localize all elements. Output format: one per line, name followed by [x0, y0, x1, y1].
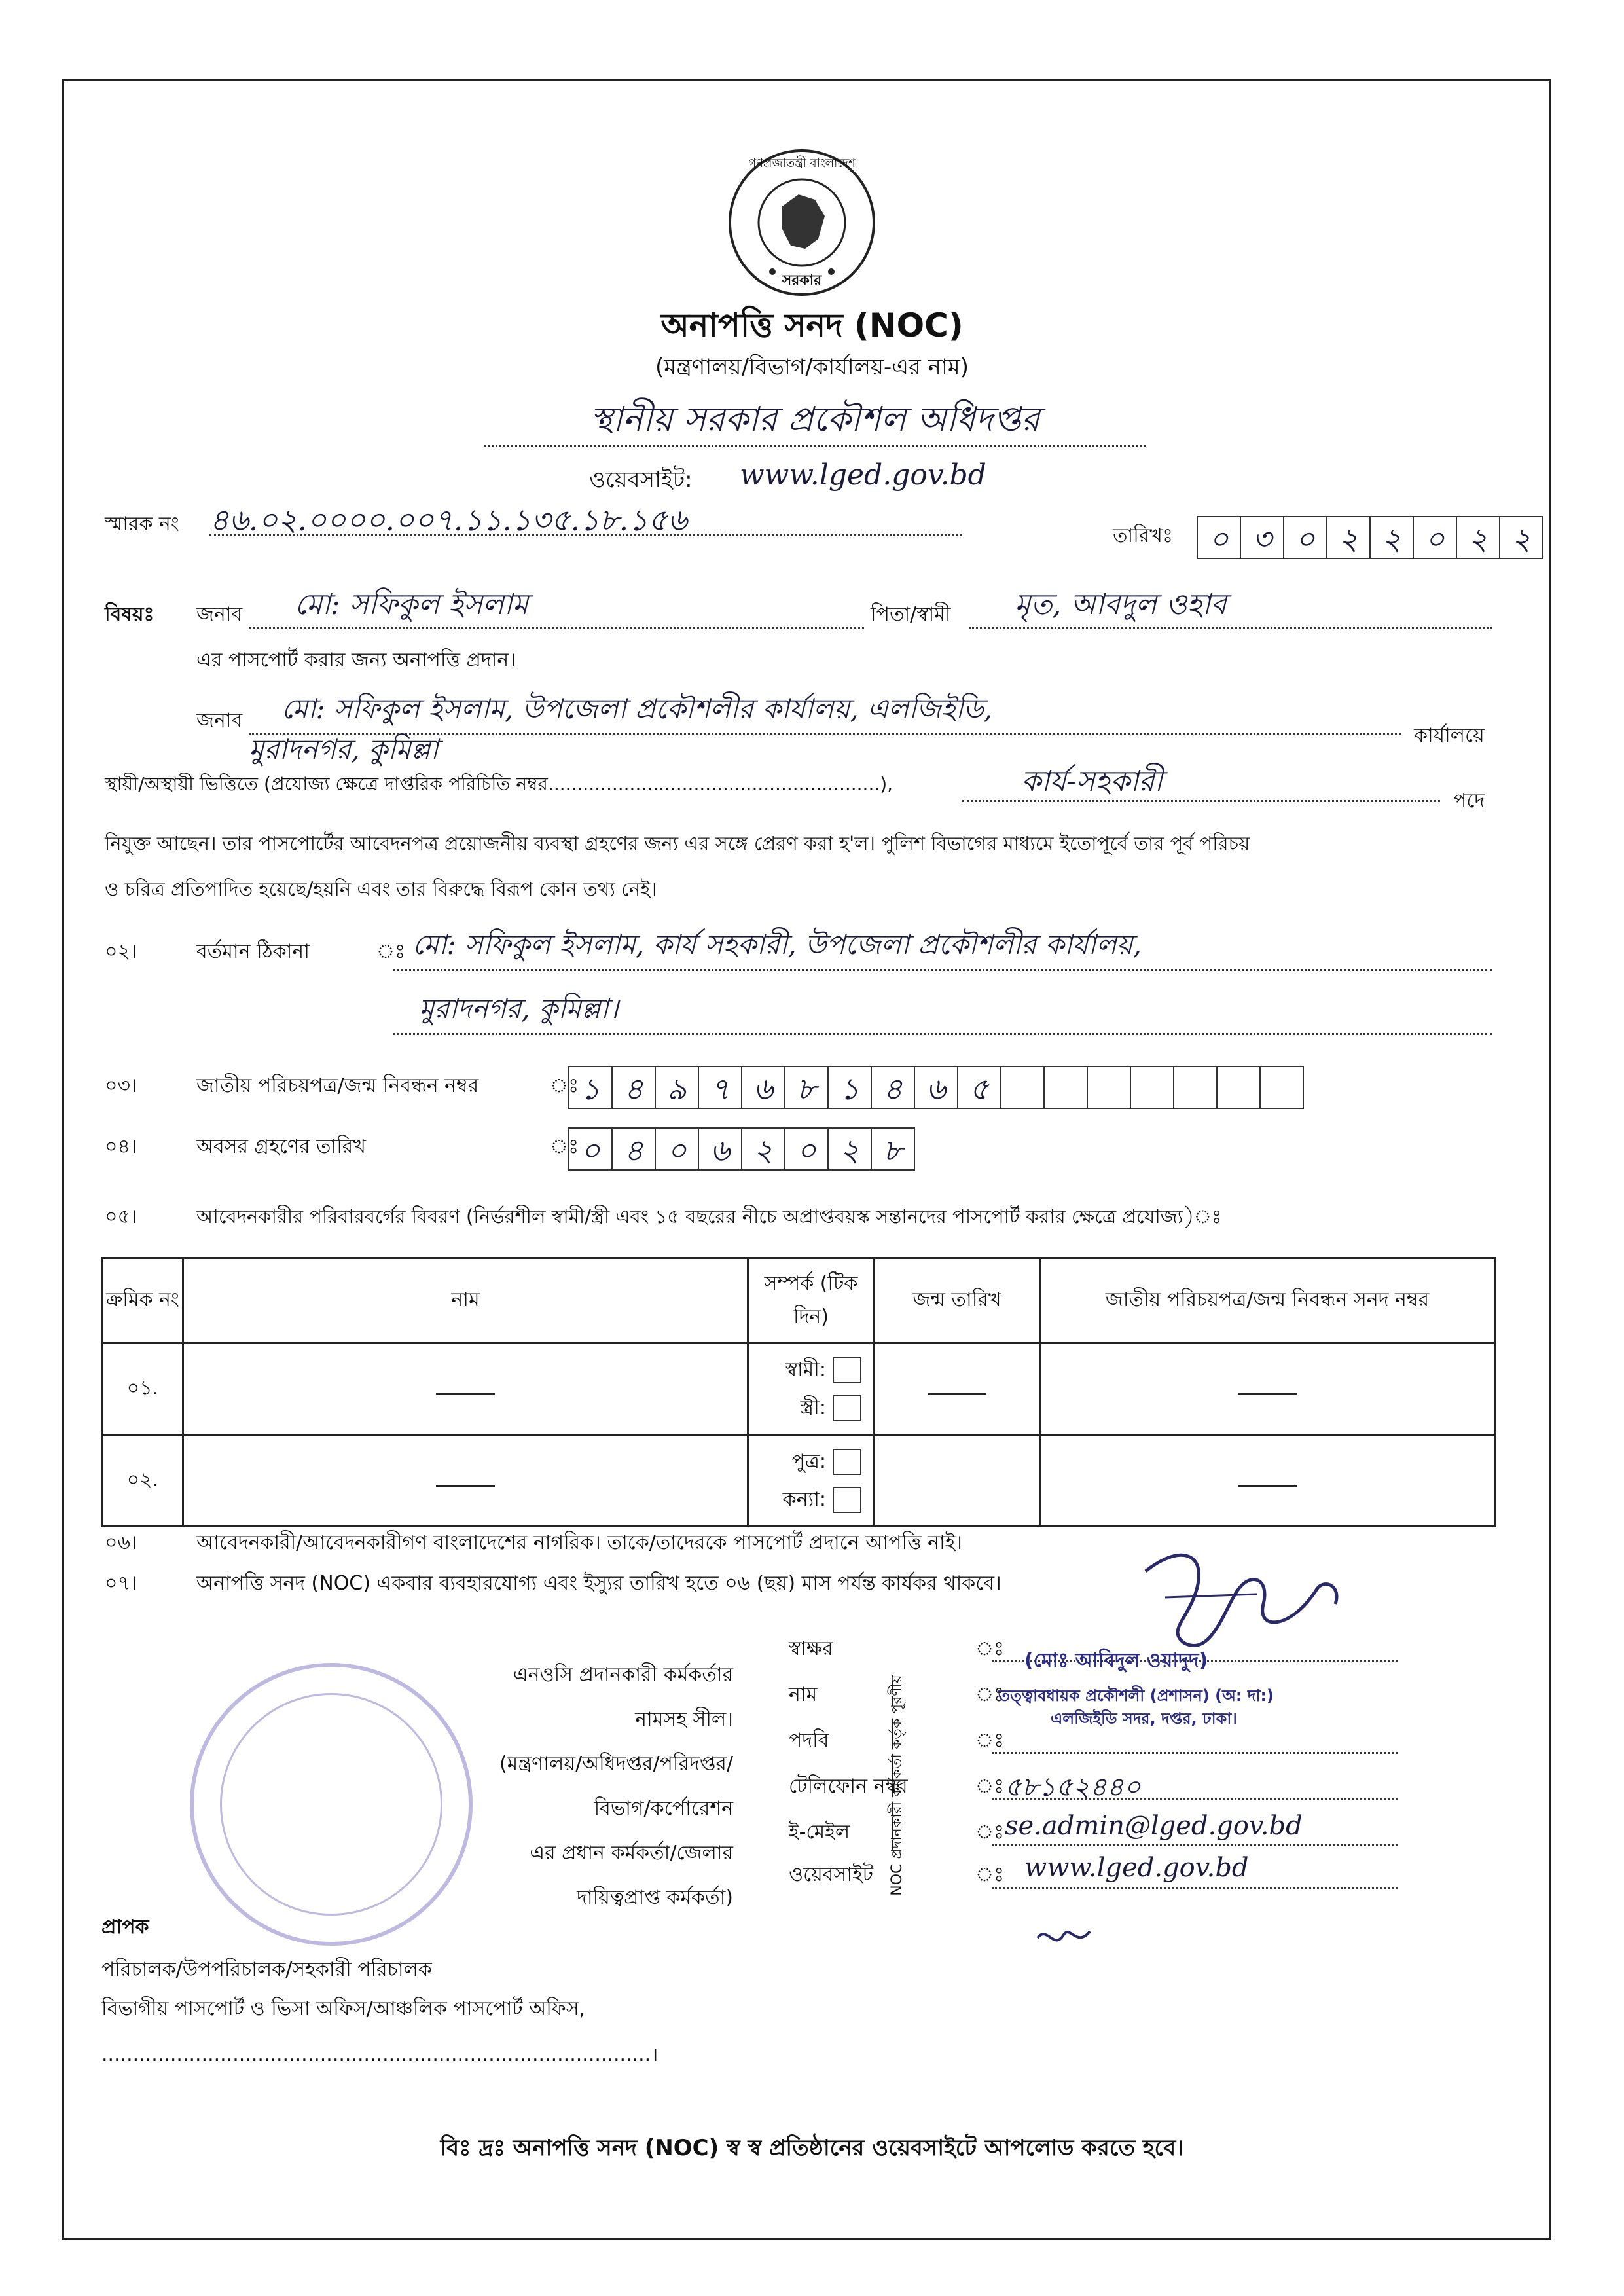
item-04-label: অবসর গ্রহণের তারিখ — [196, 1135, 366, 1158]
subject-mr-label: জনাব — [196, 603, 243, 626]
field-name-label: নাম — [789, 1683, 818, 1706]
retirement-digit-box: ০ — [784, 1127, 829, 1171]
nid-digit-box — [1043, 1066, 1088, 1109]
item-02-label: বর্তমান ঠিকানা — [196, 940, 310, 963]
signatory-description — [406, 1653, 733, 1920]
nid-digit-box: ৪ — [611, 1066, 656, 1109]
memo-label: স্মারক নং — [105, 513, 179, 536]
relation-wife-label: স্ত্রী: — [800, 1396, 826, 1419]
family-table — [101, 1257, 1496, 1527]
office-name-line — [484, 445, 1146, 447]
body-paragraph-1: নিযুক্ত আছেন। তার পাসপোর্টের আবেদনপত্র প্রয়োজনীয় ব্যবস্থা গ্রহণের জন্য এর সঙ্গে প্রেরণ করা হ'ল। পুলিশ বিভাগের মাধ্যমে ইতোপূর্বে তার পূর্ব পরিচয় — [105, 832, 1250, 854]
body-paragraph-2: ও চরিত্র প্রতিপাদিত হয়েছে/হয়নি এবং তার বিরুদ্ধে বিরূপ কোন তথ্য নেই। — [105, 878, 657, 900]
nid-digit-box: ৯ — [655, 1066, 699, 1109]
signatory-email: se.admin@lged.gov.bd — [1005, 1811, 1303, 1841]
signatory-line: নামসহ সীল। — [635, 1708, 733, 1731]
seal-text-bottom: সরকার — [782, 272, 822, 289]
nid-digit-box: ৭ — [698, 1066, 742, 1109]
retirement-digit-box: ৮ — [871, 1127, 915, 1171]
father-name: মৃত, আবদুল ওহাব — [1015, 588, 1227, 621]
field-line — [992, 1798, 1398, 1800]
retirement-digit-box: ০ — [568, 1127, 613, 1171]
nid-number-boxes — [569, 1066, 1304, 1109]
note-07-text: অনাপত্তি সনদ (NOC) একবার ব্যবহারযোগ্য এবং ইস্যুর তারিখ হতে ০৬ (ছয়) মাস পর্যন্ত কার্যকর থাকবে। — [196, 1572, 1001, 1595]
nid-digit-box — [1259, 1066, 1304, 1109]
memo-date-boxes — [1198, 516, 1543, 559]
date-digit-box: ০ — [1283, 516, 1327, 559]
nid-digit-box: ১ — [827, 1066, 872, 1109]
date-digit-box: ২ — [1369, 516, 1414, 559]
table-header-row — [103, 1258, 1495, 1343]
relation-husband-checkbox[interactable] — [833, 1357, 861, 1383]
subject-line-2: এর পাসপোর্ট করার জন্য অনাপত্তি প্রদান। — [196, 649, 516, 672]
nid-digit-box — [1216, 1066, 1261, 1109]
nid-digit-box: ৪ — [871, 1066, 915, 1109]
subtitle: (মন্ত্রণালয়/বিভাগ/কার্যালয়-এর নাম) — [655, 354, 969, 380]
nid-digit-box — [1000, 1066, 1045, 1109]
father-label: পিতা/স্বামী — [871, 603, 951, 626]
current-address-line-2: মুরাদনগর, কুমিল্লা। — [419, 993, 619, 1025]
field-phone-label: টেলিফোন নম্বর — [789, 1775, 908, 1798]
row-name — [183, 1435, 748, 1527]
office-label: কার্যালয়ে — [1414, 724, 1485, 747]
colon: ঃ — [975, 1775, 1005, 1798]
colon: ঃ — [975, 1637, 1005, 1660]
item-04-number: ০৪। — [105, 1135, 137, 1158]
date-digit-box: ০ — [1197, 516, 1241, 559]
row-relation — [748, 1343, 875, 1435]
item-03-number: ০৩। — [105, 1074, 137, 1097]
memo-line — [209, 534, 962, 536]
relation-daughter-checkbox[interactable] — [833, 1487, 861, 1513]
date-digit-box: ২ — [1499, 516, 1543, 559]
designation: কার্য-সহকারী — [1021, 765, 1163, 798]
nid-digit-box — [1087, 1066, 1131, 1109]
relation-wife-checkbox[interactable] — [833, 1395, 861, 1421]
vertical-label: NOC প্রদানকারী কর্মকর্তা কর্তৃক পূরণীয় — [889, 1675, 905, 1896]
bangladesh-government-seal-icon — [727, 147, 877, 298]
row-serial: ০২. — [103, 1435, 183, 1527]
note-06-text: আবেদনকারী/আবেদনকারীগণ বাংলাদেশের নাগরিক। তাকে/তাদেরকে পাসপোর্ট প্রদানে আপত্তি নাই। — [196, 1531, 963, 1554]
designation-line — [962, 800, 1440, 802]
relation-daughter-label: কন্যা: — [782, 1487, 826, 1511]
row-birth-date — [875, 1435, 1040, 1527]
retirement-digit-box: ৪ — [611, 1127, 656, 1171]
item-04-colon: ঃ — [550, 1135, 579, 1158]
note-07-number: ০৭। — [105, 1572, 137, 1595]
signatory-line: এর প্রধান কর্মকর্তা/জেলার — [530, 1842, 733, 1865]
website-label: ওয়েবসাইট: — [589, 467, 693, 493]
signatory-name: (মোঃ আবিদুল ওয়াদুদ) — [1024, 1649, 1208, 1672]
father-name-line — [969, 627, 1492, 629]
recipient-label: প্রাপক — [101, 1916, 149, 1939]
nid-digit-box — [1173, 1066, 1218, 1109]
nid-digit-box: ৬ — [914, 1066, 958, 1109]
current-address-line-2-rule — [393, 1033, 1492, 1035]
employee-details: মো: সফিকুল ইসলাম, উপজেলা প্রকৌশলীর কার্যালয়, এলজিইডি, — [281, 693, 992, 725]
signatory-line: এনওসি প্রদানকারী কর্মকর্তার — [513, 1664, 733, 1686]
signatory-website: www.lged.gov.bd — [1024, 1853, 1249, 1883]
item-05-number: ০৫। — [105, 1205, 137, 1228]
website-value: www.lged.gov.bd — [740, 458, 986, 492]
date-digit-box: ৩ — [1240, 516, 1284, 559]
office-name: স্থানীয় সরকার প্রকৌশল অধিদপ্তর — [590, 400, 1040, 439]
field-line — [992, 1752, 1398, 1754]
retirement-digit-box: ০ — [655, 1127, 699, 1171]
col-relation: সম্পর্ক (টিক দিন) — [748, 1258, 875, 1343]
nid-digit-box: ৫ — [957, 1066, 1001, 1109]
date-digit-box: ২ — [1326, 516, 1371, 559]
colon: ঃ — [975, 1863, 1005, 1886]
row-serial: ০১. — [103, 1343, 183, 1435]
colon: ঃ — [975, 1821, 1005, 1844]
retirement-digit-box: ২ — [827, 1127, 872, 1171]
memo-number: ৪৬.০২.০০০০.০০৭.১১.১৩৫.১৮.১৫৬ — [209, 502, 687, 538]
date-label: তারিখঃ — [1113, 524, 1173, 547]
nid-digit-box: ৮ — [784, 1066, 829, 1109]
relation-husband-label: স্বামী: — [785, 1358, 826, 1381]
signature-icon — [1126, 1532, 1348, 1663]
employee-location: মুরাদনগর, কুমিল্লা — [249, 733, 439, 765]
current-address-line-1-rule — [393, 969, 1492, 971]
relation-son-checkbox[interactable] — [833, 1449, 861, 1475]
row-name — [183, 1343, 748, 1435]
row-relation — [748, 1435, 875, 1527]
post-label: পদে — [1453, 790, 1485, 812]
col-serial: ক্রমিক নং — [103, 1258, 183, 1343]
nid-digit-box: ১ — [568, 1066, 613, 1109]
seal-text-top: গণপ্রজাতন্ত্রী বাংলাদেশ — [748, 156, 856, 170]
retirement-digit-box: ৬ — [698, 1127, 742, 1171]
item-03-colon: ঃ — [550, 1074, 579, 1097]
row-nid — [1040, 1435, 1495, 1527]
note-06-number: ০৬। — [105, 1531, 137, 1554]
applicant-name: মো: সফিকুল ইসলাম — [295, 588, 529, 621]
footer-note: বিঃ দ্রঃ অনাপত্তি সনদ (NOC) স্ব স্ব প্রতিষ্ঠানের ওয়েবসাইটে আপলোড করতে হবে। — [440, 2135, 1184, 2161]
colon: ঃ — [975, 1683, 1005, 1706]
subject-label: বিষয়ঃ — [105, 603, 154, 626]
signatory-line: (মন্ত্রণালয়/অধিদপ্তর/পরিদপ্তর/ — [499, 1753, 733, 1776]
retirement-digit-box: ২ — [741, 1127, 785, 1171]
initial-signature-icon — [1034, 1918, 1093, 1958]
body-mr-label: জনাব — [196, 709, 243, 732]
table-row — [103, 1435, 1495, 1527]
row-birth-date — [875, 1343, 1040, 1435]
retirement-date-boxes — [569, 1127, 915, 1171]
item-03-label: জাতীয় পরিচয়পত্র/জন্ম নিবন্ধন নম্বর — [196, 1074, 479, 1097]
recipient-line-1: পরিচালক/উপপরিচালক/সহকারী পরিচালক — [101, 1958, 432, 1981]
nid-digit-box: ৬ — [741, 1066, 785, 1109]
nid-digit-box — [1130, 1066, 1174, 1109]
date-digit-box: ২ — [1456, 516, 1500, 559]
field-line — [992, 1887, 1398, 1889]
signatory-line: বিভাগ/কর্পোরেশন — [594, 1797, 733, 1820]
field-signature-label: স্বাক্ষর — [789, 1637, 833, 1660]
field-designation-label: পদবি — [789, 1729, 829, 1752]
permanent-text: স্থায়ী/অস্থায়ী ভিত্তিতে (প্রযোজ্য ক্ষেত্রে দাপ্তরিক পরিচিতি নম্বর.........................................................), — [105, 773, 893, 795]
item-02-colon: ঃ — [376, 940, 406, 963]
signatory-designation-1: তত্ত্বাবধায়ক প্রকৌশলী (প্রশাসন) (অ: দা:) — [998, 1686, 1274, 1705]
recipient-line-2: বিভাগীয় পাসপোর্ট ও ভিসা অফিস/আঞ্চলিক পাসপোর্ট অফিস, — [101, 1997, 586, 2020]
item-02-number: ০২। — [105, 940, 137, 963]
col-birth-date: জন্ম তারিখ — [875, 1258, 1040, 1343]
applicant-name-line — [249, 627, 864, 629]
colon: ঃ — [975, 1729, 1005, 1752]
relation-son-label: পুত্র: — [791, 1449, 826, 1473]
date-digit-box: ০ — [1413, 516, 1457, 559]
current-address-line-1: মো: সফিকুল ইসলাম, কার্য সহকারী, উপজেলা প্রকৌশলীর কার্যালয়, — [412, 928, 1142, 960]
signatory-phone: ৫৮১৫২৪৪০ — [1005, 1772, 1141, 1802]
col-name: নাম — [183, 1258, 748, 1343]
item-05-label: আবেদনকারীর পরিবারবর্গের বিবরণ (নির্ভরশীল স্বামী/স্ত্রী এবং ১৫ বছরের নীচে অপ্রাপ্তবয়স্ক সন্তানদের পাসপোর্ট করার ক্ষেত্রে প্রযোজ্য)ঃ — [196, 1205, 1222, 1228]
row-nid — [1040, 1343, 1495, 1435]
signatory-designation-2: এলজিইডি সদর, দপ্তর, ঢাকা। — [1051, 1709, 1237, 1728]
field-email-label: ই-মেইল — [789, 1821, 850, 1844]
field-line — [992, 1844, 1398, 1846]
col-nid: জাতীয় পরিচয়পত্র/জন্ম নিবন্ধন সনদ নম্বর — [1040, 1258, 1495, 1343]
signatory-line: দায়িত্বপ্রাপ্ত কর্মকর্তা) — [577, 1886, 733, 1909]
recipient-line-3: ........................................................................................। — [101, 2043, 659, 2066]
field-website-label: ওয়েবসাইট — [789, 1863, 873, 1886]
page-title: অনাপত্তি সনদ (NOC) — [660, 306, 964, 344]
table-row — [103, 1343, 1495, 1435]
